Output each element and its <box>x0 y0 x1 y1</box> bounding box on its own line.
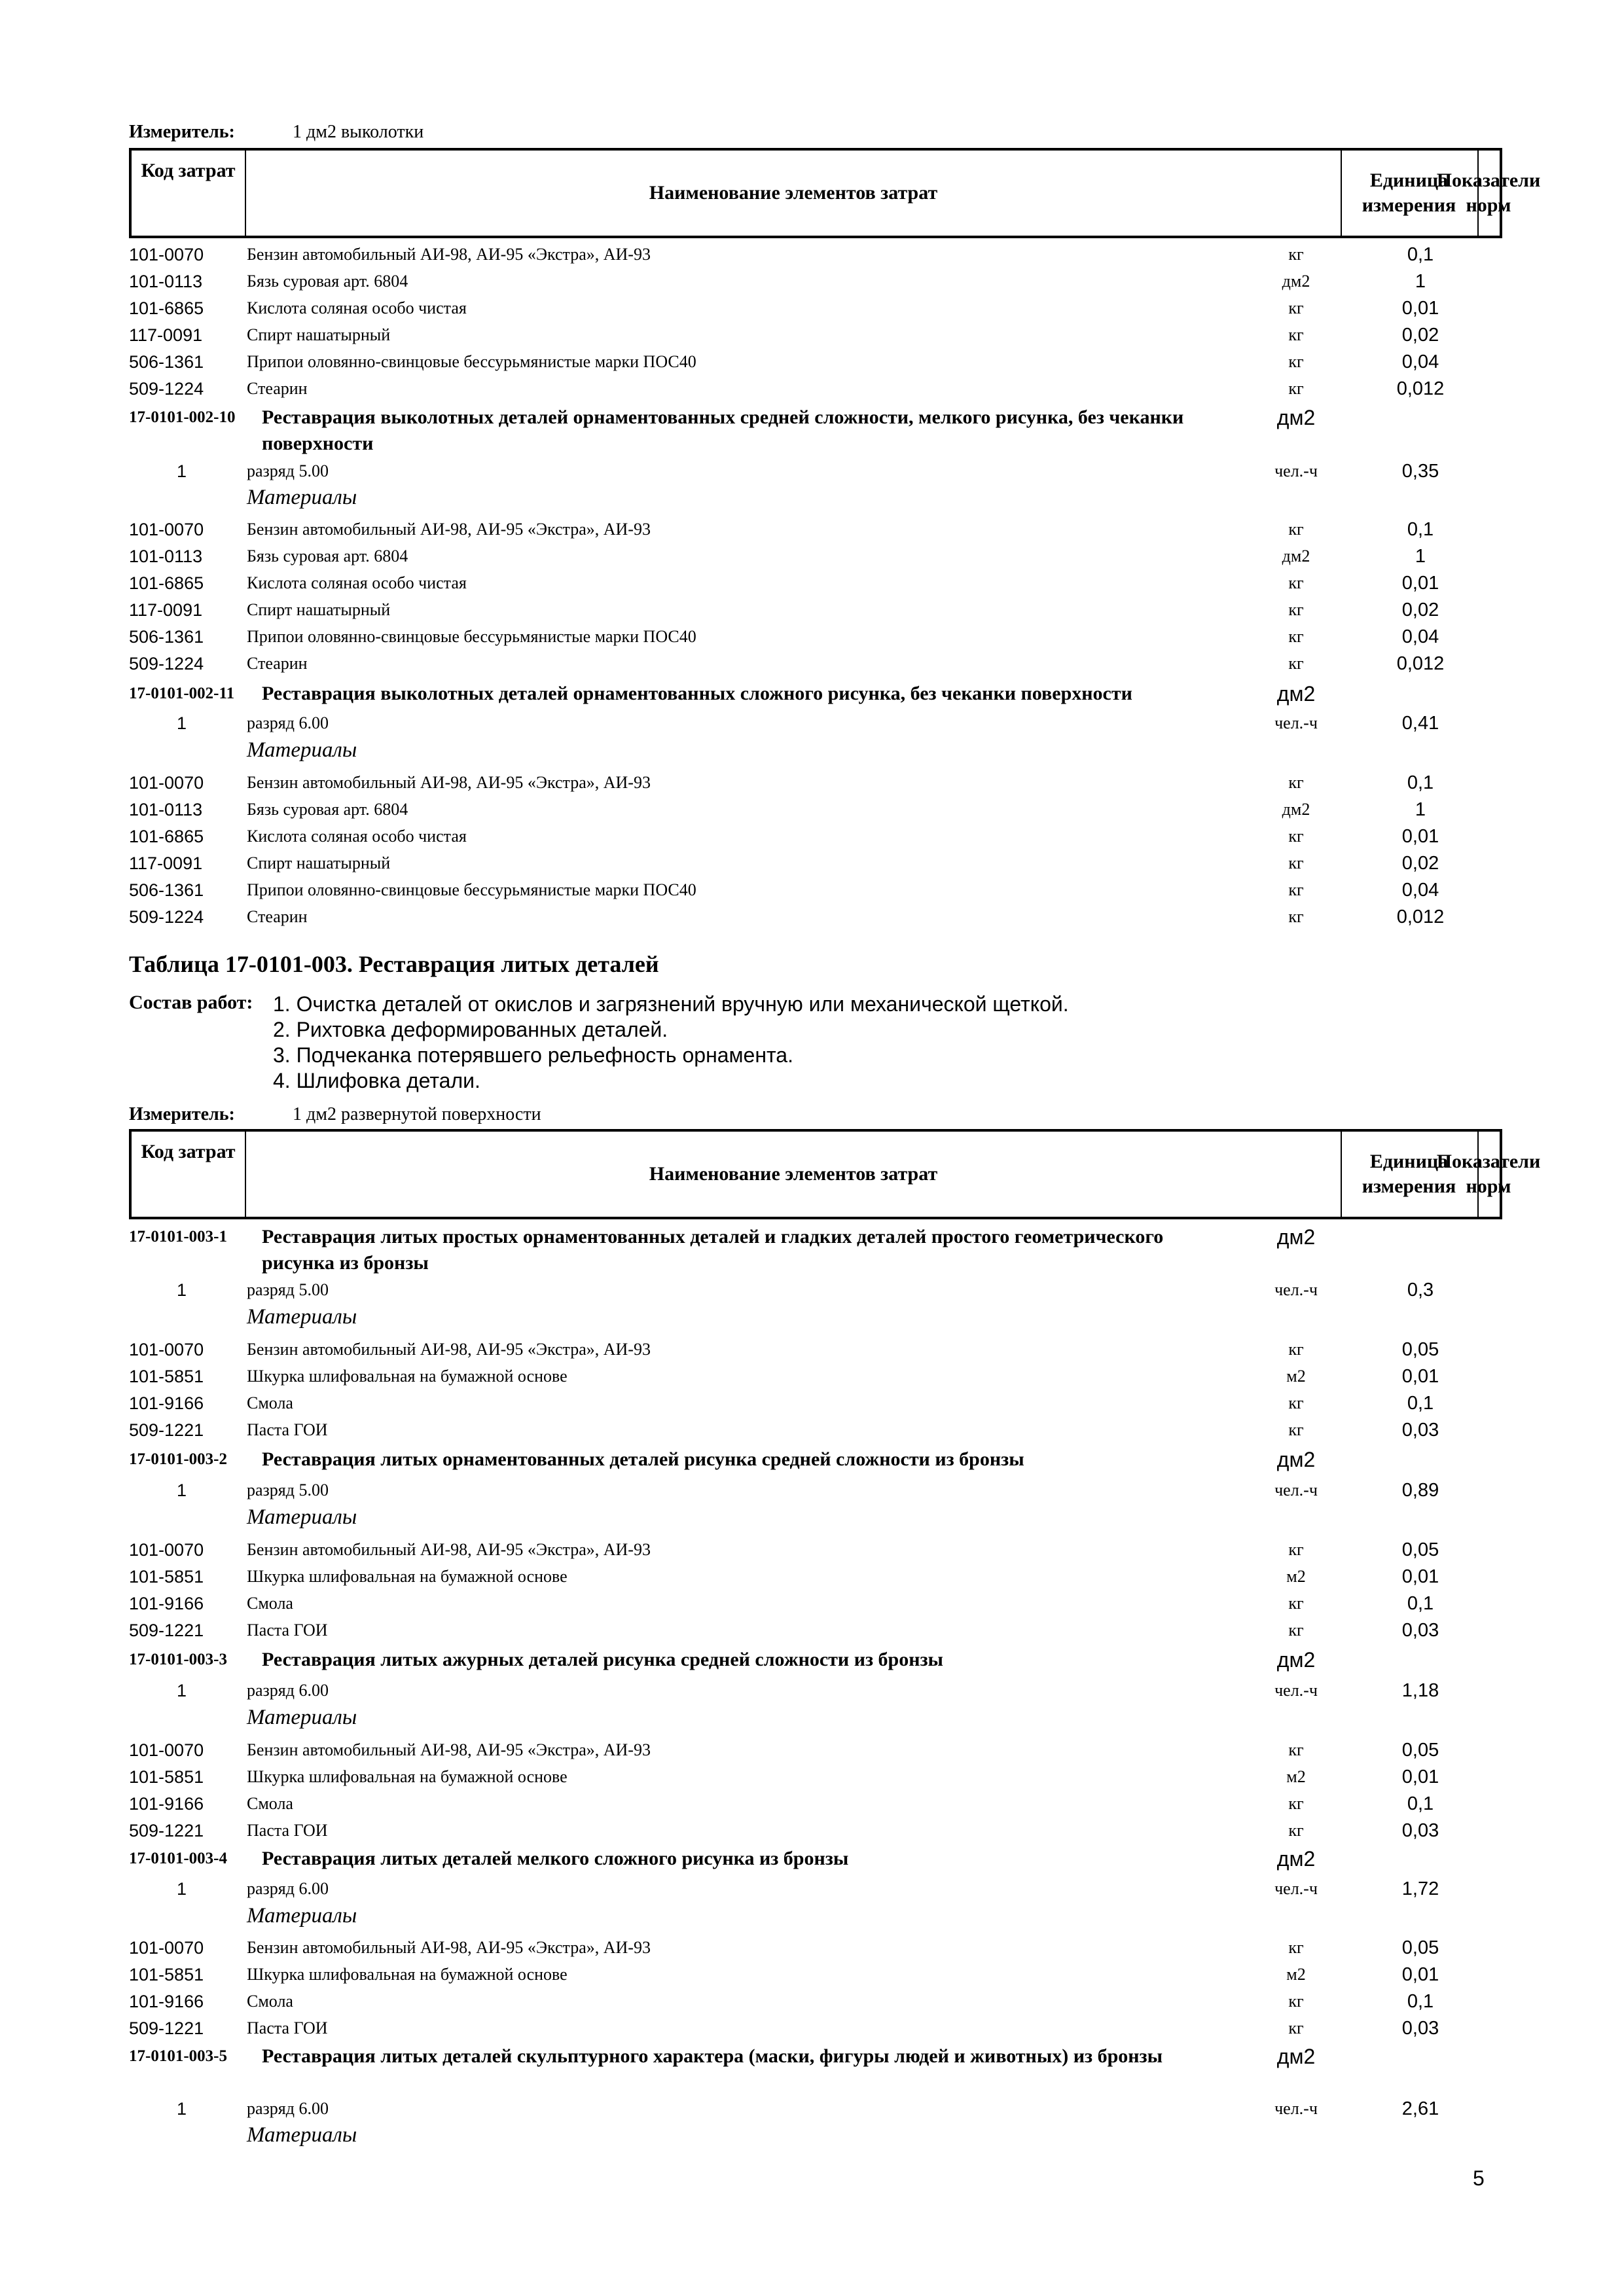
measure-line-table2 <box>129 1104 541 1125</box>
table-title: Таблица 17-0101-003. Реставрация литых деталей <box>129 951 659 977</box>
section-name: Реставрация литых деталей скульптурного характера (маски, фигуры людей и животных) из бронзы <box>262 2045 1163 2067</box>
section-name: Реставрация выколотных деталей орнаментованных средней сложности, мелкого рисунка, без чеканки поверхности <box>262 406 1184 454</box>
header-code: Код затрат <box>132 151 246 236</box>
measure-label: Измеритель: <box>129 1104 235 1124</box>
work-item: 1. Очистка деталей от окислов и загрязнений вручную или механической щеткой. <box>273 992 1069 1016</box>
materials-label: Материалы <box>247 738 357 762</box>
section-code: 17-0101-002-10 <box>129 408 236 426</box>
measure-label: Измеритель: <box>129 122 235 142</box>
section-unit: дм2 <box>1276 2045 1316 2068</box>
section-code: 17-0101-003-1 <box>129 1228 227 1246</box>
document-page: Измеритель: 1 дм2 выколотки Код затрат Наименование элементов затрат Единица измерения Показатели норм 101-0070 Бензин автомобильный АИ-98, АИ-95 «Экстра», АИ-93 кг 0,1 101-0113 Бязь суровая арт. 6804 дм2 1 101-6865 Кислота соляная особо чистая кг 0,01 117-0091 Спирт нашатырный кг 0,02 506-1361 Припои оловянно-свинцовые бессурьмянистые марки ПОС40 кг 0,04 509-1224 Стеарин кг 0,012 17-0101-002-10 Реставрация выколотных деталей орнаментованных средней сложности, мелкого рисунка, без чеканки поверхности дм2 1 разряд 5.00 чел.-ч 0,35 Материалы 101-0070 Бензин автомобильный АИ-98, АИ-95 «Экстра», АИ-93 кг 0,1 101-0113 Бязь суровая арт. 6804 дм2 1 101-6865 Кислота соляная особо чистая кг 0,01 117-0091 Спирт нашатырный кг 0,02 506-1361 Припои оловянно-свинцовые бессурьмянистые марки ПОС40 кг 0,04 509-1224 Стеарин кг 0,012 17-0101-002-11 Реставрация выколотных деталей орнаментованных сложного рисунка, без чеканки поверхности дм2 1 разряд 6.00 чел.-ч 0,41 Материалы 101-0070 Бензин автомобильный АИ-98, АИ-95 «Экстра», АИ-93 кг 0,1 101-0113 Бязь суровая арт. 6804 дм2 1 101-6865 Кислота соляная особо чистая кг 0,01 117-0091 Спирт нашатырный кг 0,02 506-1361 Припои оловянно-свинцовые бессурьмянистые марки ПОС40 кг 0,04 509-1224 Стеарин кг 0,012 Таблица 17-0101-003. Реставрация литых деталей Состав работ: 1. Очистка деталей от окислов и загрязнений вручную или механической щеткой. 2. Рихтовка деформированных деталей. 3. Подчеканка потерявшего рельефность орнамента. 4. Шлифовка детали. Измеритель: 1 дм2 развернутой поверхности Код затрат Наименование элементов затрат Единица измерения Показатели норм 17-0101-003-1 Реставрация литых простых орнаментованных деталей и гладких деталей простого геометрического рисунка из бронзы дм2 1 разряд 5.00 чел.-ч 0,3 Материалы 101-0070 Бензин автомобильный АИ-98, АИ-95 «Экстра», АИ-93 кг 0,05 101-5851 Шкурка шлифовальная на бумажной основе м2 0,01 101-9166 Смола кг 0,1 509-1221 Паста ГОИ кг 0,03 17-0101-003-2 Реставрация литых орнаментованных деталей рисунка средней сложности из бронзы дм2 1 разряд 5.00 чел.-ч 0,89 Материалы 101-0070 Бензин автомобильный АИ-98, АИ-95 «Экстра», АИ-93 кг 0,05 101-5851 Шкурка шлифовальная на бумажной основе м2 0,01 101-9166 Смола кг 0,1 509-1221 Паста ГОИ кг 0,03 17-0101-003-3 Реставрация литых ажурных деталей рисунка средней сложности из бронзы дм2 1 разряд 6.00 чел.-ч 1,18 Материалы 101-0070 Бензин автомобильный АИ-98, АИ-95 «Экстра», АИ-93 кг 0,05 101-5851 Шкурка шлифовальная на бумажной основе м2 0,01 101-9166 Смола кг 0,1 509-1221 Паста ГОИ кг 0,03 17-0101-003-4 Реставрация литых деталей мелкого сложного рисунка из бронзы дм2 1 разряд 6.00 чел.-ч 1,72 Материалы 101-0070 Бензин автомобильный АИ-98, АИ-95 «Экстра», АИ-93 кг 0,05 101-5851 Шкурка шлифовальная на бумажной основе м2 0,01 101-9166 Смола кг 0,1 509-1221 Паста ГОИ кг 0,03 17-0101-003-5 Реставрация литых деталей скульптурного характера (маски, фигуры людей и животных) из бронзы дм2 1 разряд 6.00 чел.-ч 2,61 Материалы 5 <box>129 122 1541 2190</box>
section-unit: дм2 <box>1276 1448 1316 1471</box>
measure-value: 1 дм2 развернутой поверхности <box>293 1104 541 1124</box>
materials-label: Материалы <box>247 2123 357 2147</box>
section-code: 17-0101-003-2 <box>129 1450 227 1468</box>
measure-value: 1 дм2 выколотки <box>293 122 424 142</box>
work-item: 4. Шлифовка детали. <box>273 1069 480 1092</box>
materials-label: Материалы <box>247 1305 357 1329</box>
section-unit: дм2 <box>1276 1648 1316 1672</box>
section-name: Реставрация выколотных деталей орнаментованных сложного рисунка, без чеканки поверхности <box>262 683 1132 704</box>
work-items <box>273 992 1069 1094</box>
work-item: 2. Рихтовка деформированных деталей. <box>273 1018 668 1041</box>
header-code: Код затрат <box>132 1132 246 1217</box>
header-unit: Единица измерения <box>1341 151 1479 236</box>
work-label: Состав работ: <box>129 992 253 1013</box>
table-header-2 <box>129 1129 1541 1219</box>
header-name: Наименование элементов затрат <box>246 151 1342 236</box>
materials-label: Материалы <box>247 486 357 509</box>
section-name: Реставрация литых орнаментованных деталей рисунка средней сложности из бронзы <box>262 1448 1024 1470</box>
table-header-1 <box>129 148 1541 238</box>
page-number: 5 <box>1473 2166 1485 2190</box>
section-name: Реставрация литых простых орнаментованных деталей и гладких деталей простого геометрического рисунка из бронзы <box>262 1226 1164 1274</box>
header-unit: Единица измерения <box>1341 1132 1479 1217</box>
section-unit: дм2 <box>1276 1847 1316 1871</box>
measure-line-top <box>129 122 424 143</box>
section-code: 17-0101-003-3 <box>129 1651 227 1668</box>
section-code: 17-0101-003-5 <box>129 2047 227 2065</box>
section-unit: дм2 <box>1276 682 1316 706</box>
materials-label: Материалы <box>247 1904 357 1928</box>
section-unit: дм2 <box>1276 406 1316 429</box>
header-name: Наименование элементов затрат <box>246 1132 1342 1217</box>
section-code: 17-0101-003-4 <box>129 1850 227 1867</box>
materials-label: Материалы <box>247 1706 357 1729</box>
header-norm: Показатели норм <box>1436 1151 1541 1197</box>
section-unit: дм2 <box>1276 1225 1316 1249</box>
section-code: 17-0101-002-11 <box>129 685 235 702</box>
materials-label: Материалы <box>247 1505 357 1529</box>
work-item: 3. Подчеканка потерявшего рельефность орнамента. <box>273 1043 793 1067</box>
header-norm: Показатели норм <box>1436 170 1541 216</box>
section-name: Реставрация литых ажурных деталей рисунка средней сложности из бронзы <box>262 1649 943 1670</box>
section-name: Реставрация литых деталей мелкого сложного рисунка из бронзы <box>262 1848 849 1869</box>
